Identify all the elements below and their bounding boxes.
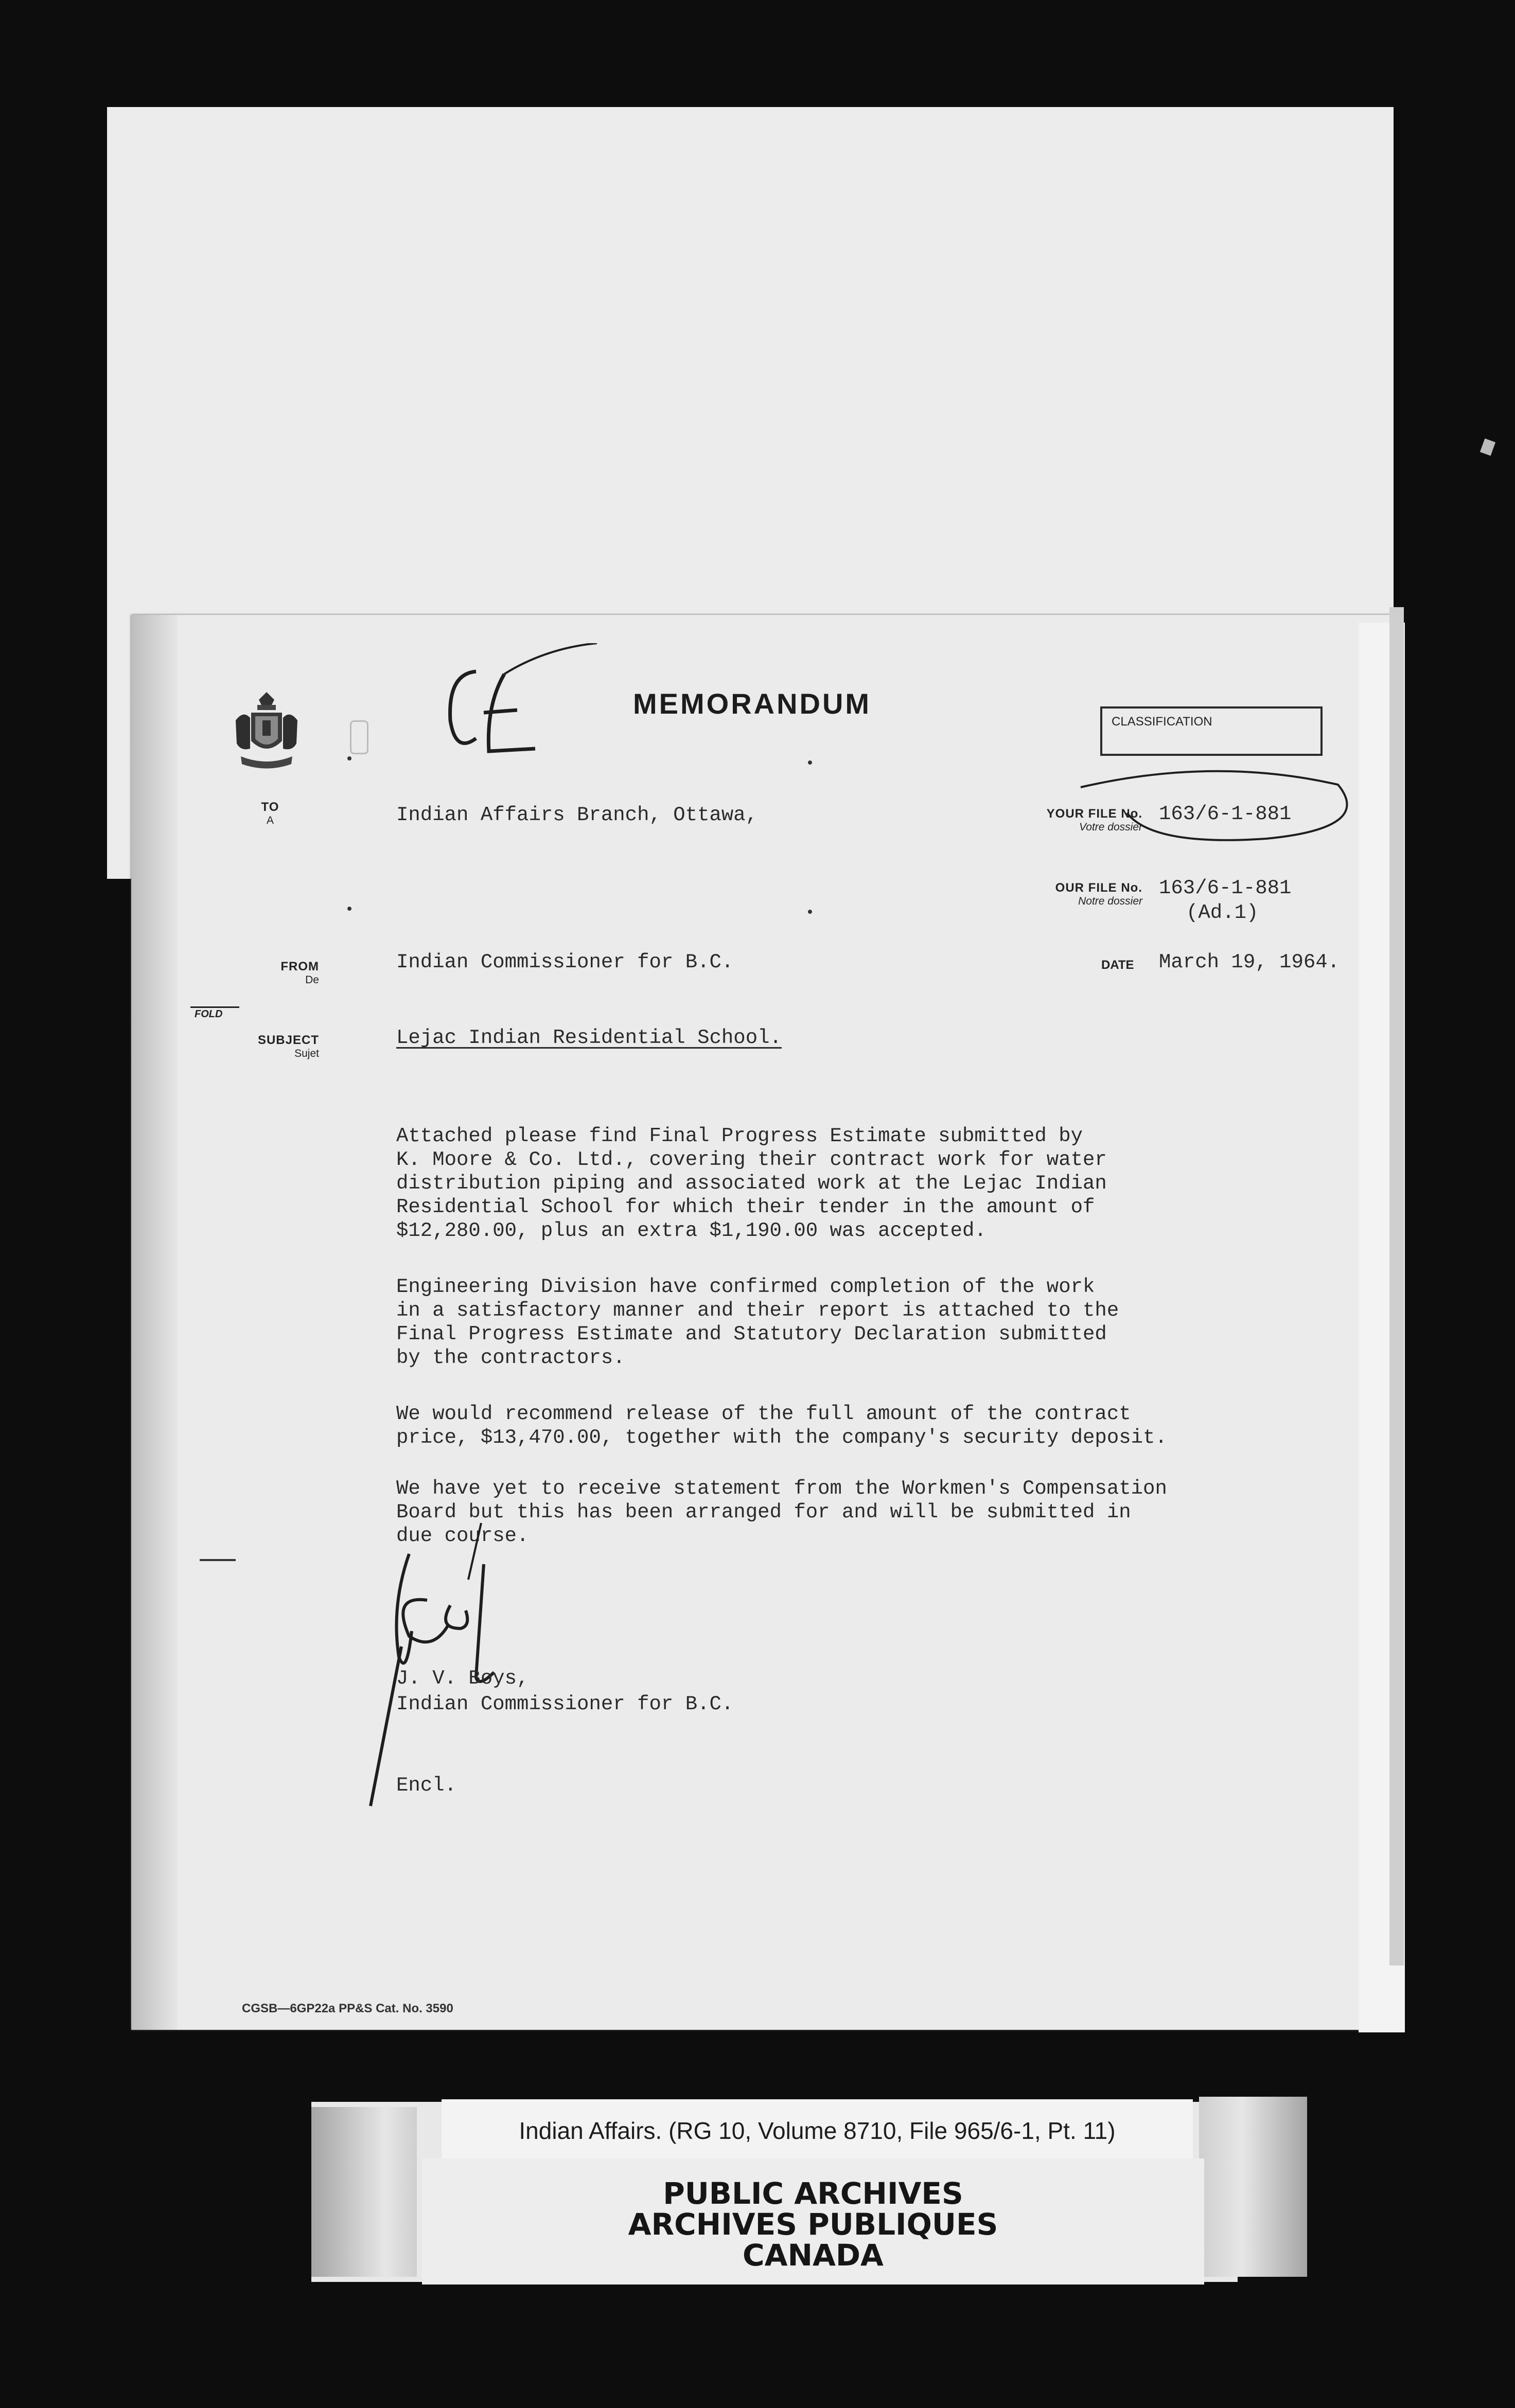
fold-line	[190, 1006, 239, 1008]
subject-label-fr: Sujet	[294, 1048, 319, 1059]
coat-of-arms-icon	[231, 689, 303, 777]
initials-text	[432, 643, 433, 644]
to-label: TO	[261, 800, 279, 814]
to-label-group	[242, 800, 298, 827]
archive-tape-left	[311, 2107, 417, 2277]
enclosure-note: Encl.	[396, 1774, 457, 1797]
handwritten-circle-icon	[1070, 756, 1359, 849]
classification-label: CLASSIFICATION	[1112, 715, 1212, 729]
paragraph-4: We have yet to receive statement from the Workmen's Compensation Board but this has been arranged for and will be submitted in due course.	[396, 1477, 1167, 1547]
paragraph-2: Engineering Division have confirmed completion of the work in a satisfactory manner and their report is attached to the Final Progress Estimate and Statutory Declaration submitted by the contractors.	[396, 1276, 1119, 1369]
punch-dot	[347, 907, 351, 911]
subject-value: Lejac Indian Residential School.	[396, 1026, 782, 1049]
from-label-fr: De	[305, 974, 319, 986]
your-file-label-fr: Votre dossier	[1079, 821, 1142, 833]
signature-icon	[360, 1502, 576, 1811]
from-value: Indian Commissioner for B.C.	[396, 951, 734, 973]
archive-line-3: CANADA	[743, 2238, 884, 2273]
our-file-label-fr: Notre dossier	[1078, 895, 1142, 907]
your-file-label: YOUR FILE No.	[1046, 807, 1142, 821]
signature-name: J. V. Boys,	[396, 1667, 529, 1690]
underlying-sheet-edge	[1389, 607, 1404, 1966]
handwritten-initials-icon	[427, 643, 602, 777]
subject-label: SUBJECT	[257, 1033, 319, 1047]
form-code: CGSB—6GP22a PP&S Cat. No. 3590	[242, 2002, 453, 2015]
archive-line-1: PUBLIC ARCHIVES	[663, 2176, 963, 2211]
page-shadow	[131, 615, 178, 2030]
our-file-value: 163/6-1-881	[1159, 877, 1292, 899]
punch-dot	[808, 910, 812, 914]
classification-box	[1100, 706, 1323, 756]
punch-dot	[347, 756, 351, 760]
archive-stamp-text	[422, 2178, 1204, 2271]
memo-title: MEMORANDUM	[633, 687, 872, 720]
our-file-label: OUR FILE No.	[1055, 881, 1142, 895]
paragraph-1: Attached please find Final Progress Estimate submitted by K. Moore & Co. Ltd., covering their contract work for water distribution piping and associated work at the Lejac Indian Residential School for which their tender in the amount of $12,280.00, plus an extra $1,190.00 was accepted.	[396, 1125, 1107, 1242]
archive-line-2: ARCHIVES PUBLIQUES	[628, 2207, 998, 2242]
our-file-label-group	[973, 881, 1142, 908]
date-label: DATE	[1101, 958, 1134, 972]
our-file-value-2: (Ad.1)	[1186, 901, 1259, 924]
from-label: FROM	[280, 960, 319, 973]
archive-reference: Indian Affairs. (RG 10, Volume 8710, File 965/6-1, Pt. 11)	[519, 2117, 1116, 2144]
archive-stamp	[422, 2158, 1204, 2285]
fold-label: FOLD	[195, 1008, 223, 1020]
date-value: March 19, 1964.	[1159, 951, 1340, 973]
dust-speck	[1480, 438, 1495, 456]
faint-mark	[350, 720, 368, 754]
your-file-value: 163/6-1-881	[1159, 803, 1292, 825]
archive-tape-right	[1199, 2097, 1307, 2277]
archive-reference-band	[442, 2099, 1193, 2164]
paragraph-3: We would recommend release of the full amount of the contract price, $13,470.00, together with the company's security deposit.	[396, 1403, 1167, 1449]
to-value: Indian Affairs Branch, Ottawa,	[396, 804, 758, 826]
subject-label-group	[226, 1033, 319, 1060]
punch-dot	[808, 760, 812, 765]
margin-mark	[200, 1559, 236, 1561]
signature-title: Indian Commissioner for B.C.	[396, 1693, 734, 1715]
from-label-group	[226, 960, 319, 986]
to-label-fr: A	[266, 815, 274, 826]
